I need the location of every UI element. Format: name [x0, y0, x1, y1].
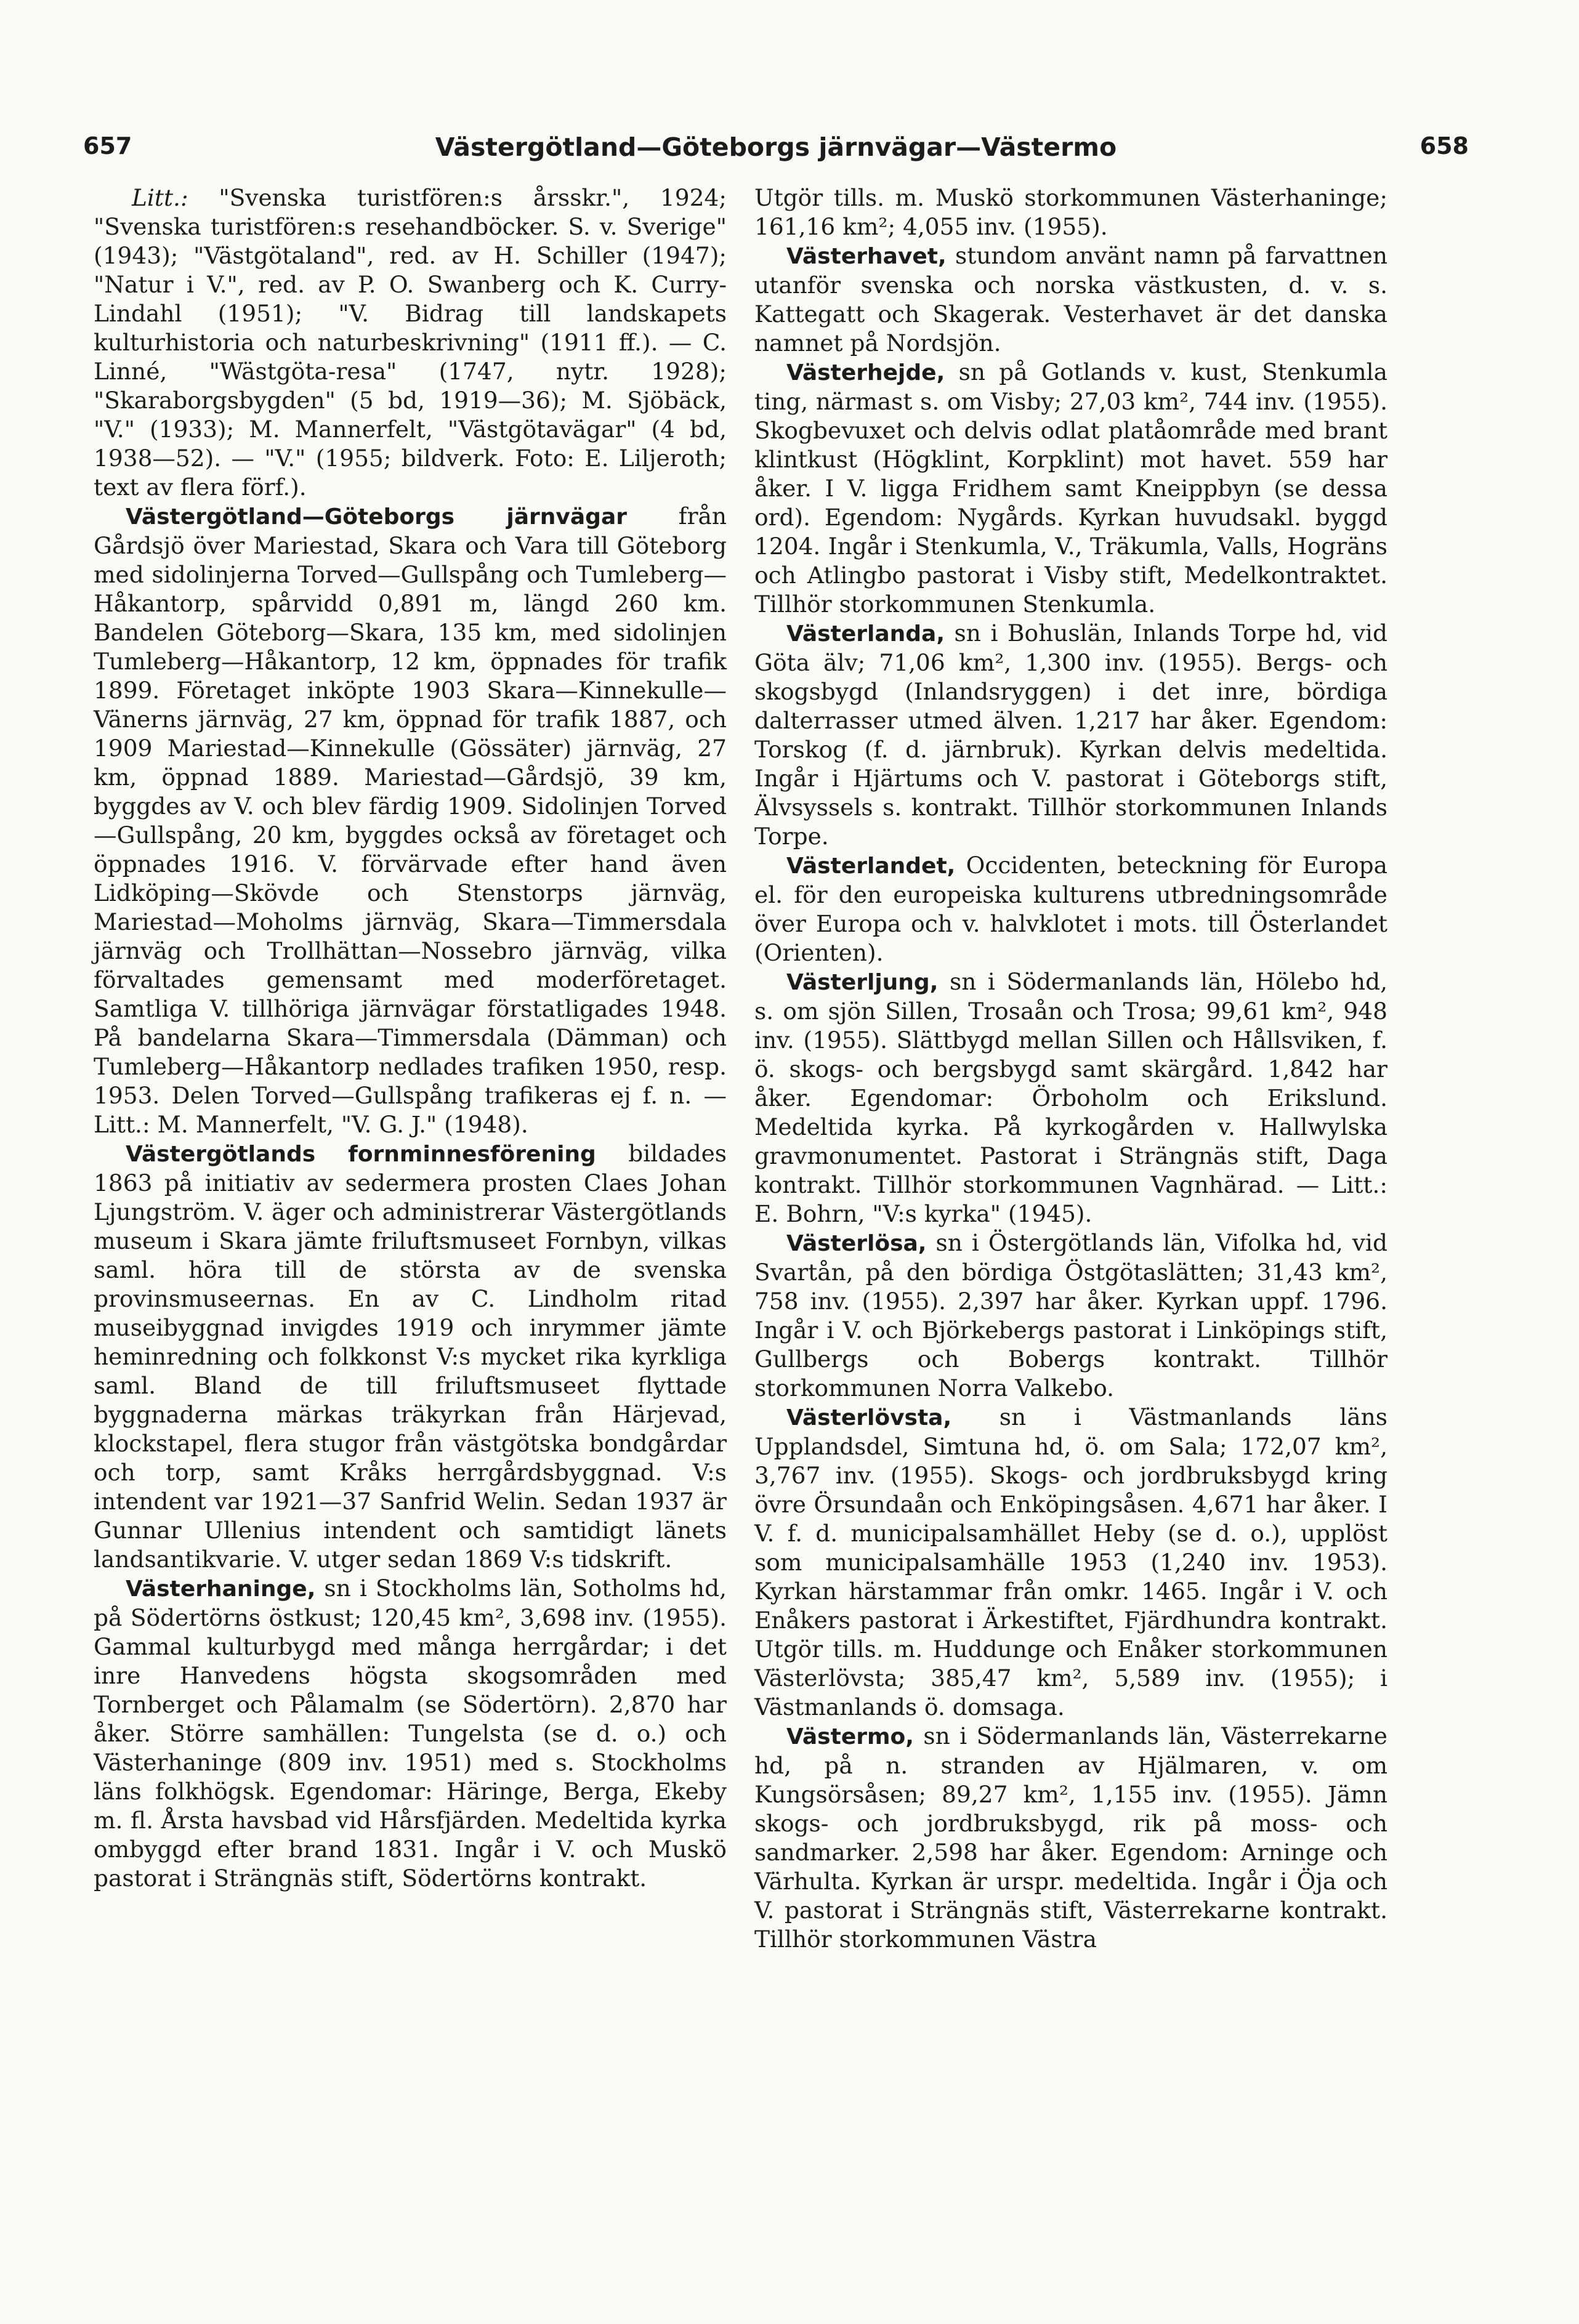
- entry-headword: Västergötland—Göteborgs järnvägar: [126, 504, 627, 530]
- literature-entry: [94, 184, 727, 502]
- entry-body: bildades 1863 på initiativ av sedermera prosten Claes Johan Ljungström. V. äger och administrerar Västergötlands museum i Skara jämte friluftsmuseet Fornbyn, vilkas saml. höra till de största av de svenska provinsmuseernas. En av C. Lindholm ritad museibyggnad invigdes 1919 och inrymmer jämte heminredning och folkkonst V:s mycket rika kyrkliga saml. Bland de till friluftsmuseet flyttade byggnaderna märkas träkyrkan från Härjevad, klockstapel, flera stugor från västgötska bondgårdar och torp, samt Kråks herrgårdsbyggnad. V:s intendent var 1921—37 Sanfrid Welin. Sedan 1937 är Gunnar Ullenius intendent och samtidigt länets landsantikvarie. V. utger sedan 1869 V:s tidskrift.: [94, 1140, 727, 1573]
- continued-entry: [754, 184, 1387, 241]
- entry-headword: Västerhejde,: [786, 360, 945, 385]
- entry-headword: Västerhavet,: [786, 244, 947, 269]
- entry-body: sn på Gotlands v. kust, Stenkumla ting, närmast s. om Visby; 27,03 km², 744 inv. (1955). Skogbevuxet och delvis odlat platåområde med brant klintkust (Högklint, Korpklint) mot havet. 559 har åker. I V. ligga Fridhem samt Kneippbyn (se dessa ord). Egendom: Nygårds. Kyrkan huvudsakl. byggd 1204. Ingår i Stenkumla, V., Träkumla, Valls, Hogräns och Atlingbo pastorat i Visby stift, Medelkontraktet. Tillhör storkommunen Stenkumla.: [754, 358, 1387, 618]
- entry-body: Utgör tills. m. Muskö storkommunen Västerhaninge; 161,16 km²; 4,055 inv. (1955).: [754, 184, 1387, 240]
- left-column: [94, 184, 727, 1893]
- page-header: [83, 132, 1469, 169]
- entry-headword: Västerljung,: [786, 970, 939, 995]
- right-column: [754, 184, 1387, 1954]
- article-entry: [754, 1403, 1387, 1722]
- entry-body: sn i Södermanlands län, Hölebo hd, s. om sjön Sillen, Trosaån och Trosa; 99,61 km², 948 inv. (1955). Slättbygd mellan Sillen och Hållsviken, f. ö. skogs- och bergsbygd samt skärgård. 1,842 har åker. Egendomar: Örboholm och Erikslund. Medeltida kyrka. På kyrkogården v. Hallwylska gravmonumentet. Pastorat i Strängnäs stift, Daga kontrakt. Tillhör storkommunen Vagnhärad. — Litt.: E. Bohrn, "V:s kyrka" (1945).: [754, 968, 1387, 1227]
- entry-headword: Västermo,: [786, 1724, 914, 1749]
- entry-body: "Svenska turistfören:s årsskr.", 1924; "Svenska turistfören:s resehandböcker. S. v. Sverige" (1943); "Västgötaland", red. av H. Schiller (1947); "Natur i V.", red. av P. O. Swanberg och K. Curry-Lindahl (1951); "V. Bidrag till landskapets kulturhistoria och naturbeskrivning" (1911 ff.). — C. Linné, "Wästgöta-resa" (1747, nytr. 1928); "Skaraborgsbygden" (5 bd, 1919—36); M. Sjöbäck, "V." (1933); M. Mannerfelt, "Västgötavägar" (4 bd, 1938—52). — "V." (1955; bildverk. Foto: E. Liljeroth; text av flera förf.).: [94, 184, 727, 501]
- entry-body: sn i Bohuslän, Inlands Torpe hd, vid Göta älv; 71,06 km², 1,300 inv. (1955). Bergs- och skogsbygd (Inlandsryggen) i det inre, bördiga dalterrasser utmed älven. 1,217 har åker. Egendom: Torskog (f. d. järnbruk). Kyrkan delvis medeltida. Ingår i Hjärtums och V. pastorat i Göteborgs stift, Älvsyssels s. kontrakt. Tillhör storkommunen Inlands Torpe.: [754, 619, 1387, 850]
- entry-body: sn i Stockholms län, Sotholms hd, på Södertörns östkust; 120,45 km², 3,698 inv. (1955). Gammal kulturbygd med många herrgårdar; i det inre Hanvedens högsta skogsområden med Tornberget och Pålamalm (se Södertörn). 2,870 har åker. Större samhällen: Tungelsta (se d. o.) och Västerhaninge (809 inv. 1951) med s. Stockholms läns folkhögsk. Egendomar: Häringe, Berga, Ekeby m. fl. Årsta havsbad vid Hårsfjärden. Medeltida kyrka ombyggd efter brand 1831. Ingår i V. och Muskö pastorat i Strängnäs stift, Södertörns kontrakt.: [94, 1575, 727, 1892]
- entry-headword: Västergötlands fornminnesförening: [126, 1142, 596, 1167]
- entry-body: sn i Västmanlands läns Upplandsdel, Simtuna hd, ö. om Sala; 172,07 km², 3,767 inv. (1955). Skogs- och jordbruksbygd kring övre Örsundaån och Enköpingsåsen. 4,671 har åker. I V. f. d. municipalsamhället Heby (se d. o.), upplöst som municipalsamhälle 1953 (1,240 inv. 1953). Kyrkan härstammar från omkr. 1465. Ingår i V. och Enåkers pastorat i Ärkestiftet, Fjärdhundra kontrakt. Utgör tills. m. Huddunge och Enåker storkommunen Västerlövsta; 385,47 km², 5,589 inv. (1955); i Västmanlands ö. domsaga.: [754, 1403, 1387, 1721]
- entry-headword: Västerlövsta,: [786, 1405, 952, 1430]
- entry-body: sn i Östergötlands län, Vifolka hd, vid Svartån, på den bördiga Östgötaslätten; 31,43 km², 758 inv. (1955). 2,397 har åker. Kyrkan uppf. 1796. Ingår i V. och Björkebergs pastorat i Linköpings stift, Gullbergs och Bobergs kontrakt. Tillhör storkommunen Norra Valkebo.: [754, 1229, 1387, 1402]
- entry-headword: Västerlanda,: [786, 621, 945, 647]
- entry-headword: Västerlandet,: [786, 853, 956, 879]
- article-entry: [94, 1574, 727, 1893]
- article-entry: [754, 241, 1387, 358]
- article-entry: [754, 1722, 1387, 1954]
- entry-headword: Västerhaninge,: [126, 1576, 316, 1602]
- entry-body: sn i Södermanlands län, Västerrekarne hd, på n. stranden av Hjälmaren, v. om Kungsörsåsen; 89,27 km², 1,155 inv. (1955). Jämn skogs- och jordbruksbygd, rik på moss- och sandmarker. 2,598 har åker. Egendom: Arninge och Värhulta. Kyrkan är urspr. medeltida. Ingår i Öja och V. pastorat i Strängnäs stift, Västerrekarne kontrakt. Tillhör storkommunen Västra: [754, 1722, 1387, 1953]
- article-entry: [754, 967, 1387, 1229]
- entry-body: stundom använt namn på farvattnen utanför svenska och norska västkusten, d. v. s. Kattegatt och Skagerak. Vesterhavet är det danska namnet på Nordsjön.: [754, 242, 1387, 357]
- running-title: Västergötland—Göteborgs järnvägar—Västermo: [435, 132, 1117, 162]
- entry-headword: Västerlösa,: [786, 1231, 927, 1256]
- article-entry: [754, 1229, 1387, 1403]
- article-entry: [94, 1139, 727, 1574]
- entry-body: från Gårdsjö över Mariestad, Skara och Vara till Göteborg med sidolinjerna Torved—Gullspång och Tumleberg—Håkantorp, spårvidd 0,891 m, längd 260 km. Bandelen Göteborg—Skara, 135 km, med sidolinjen Tumleberg—Håkantorp, 12 km, öppnades för trafik 1899. Företaget inköpte 1903 Skara—Kinnekulle—Vänerns järnväg, 27 km, öppnad för trafik 1887, och 1909 Mariestad—Kinnekulle (Gössäter) järnväg, 27 km, öppnad 1889. Mariestad—Gårdsjö, 39 km, byggdes av V. och blev färdig 1909. Sidolinjen Torved—Gullspång, 20 km, byggdes också av företaget och öppnades 1916. V. förvärvade efter hand även Lidköping—Skövde och Stenstorps järnväg, Mariestad—Moholms järnväg, Skara—Timmersdala järnväg och Trollhättan—Nossebro järnväg, vilka förvaltades gemensamt med moderföretaget. Samtliga V. tillhöriga järnvägar förstatligades 1948. På bandelarna Skara—Timmersdala (Dämman) och Tumleberg—Håkantorp nedlades trafiken 1950, resp. 1953. Delen Torved—Gullspång trafikeras ej f. n. — Litt.: M. Mannerfelt, "V. G. J." (1948).: [94, 502, 727, 1138]
- page-number-right: 658: [1419, 132, 1469, 159]
- article-entry: [754, 851, 1387, 967]
- article-entry: [754, 358, 1387, 619]
- article-entry: [94, 502, 727, 1139]
- page-number-left: 657: [83, 132, 132, 159]
- entry-body: Occidenten, beteckning för Europa el. för den europeiska kulturens utbredningsområde över Europa och v. halvklotet i mots. till Österlandet (Orienten).: [754, 852, 1387, 966]
- article-entry: [754, 619, 1387, 851]
- entry-lead: Litt.:: [132, 184, 188, 211]
